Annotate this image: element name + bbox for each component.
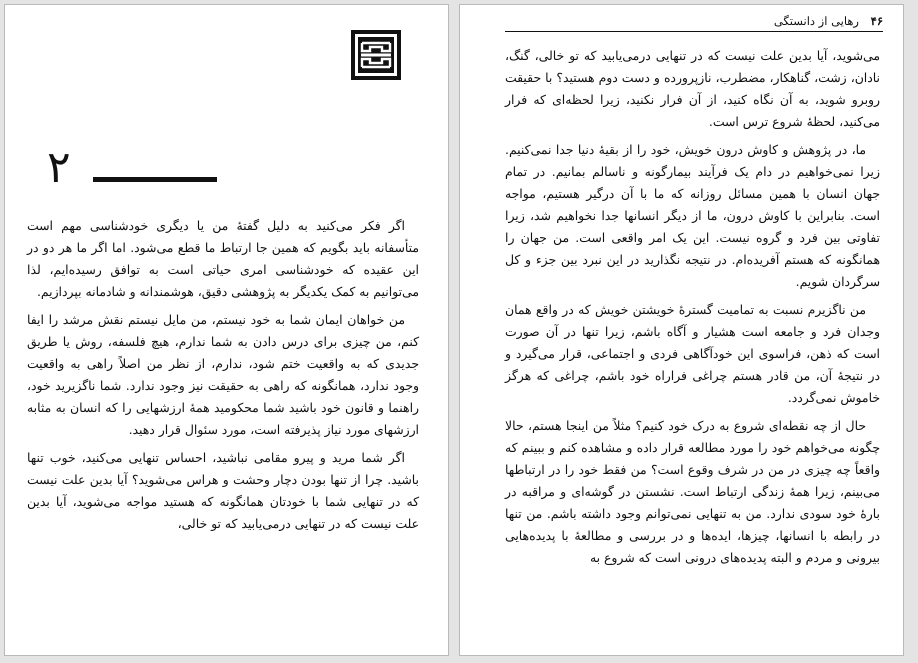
right-page-body — [505, 45, 880, 575]
left-page-body — [27, 215, 419, 541]
book-title: رهایی از دانستگی — [773, 14, 859, 28]
running-head — [505, 13, 883, 32]
paragraph: می‌شوید، آیا بدین علت نیست که در تنهایی درمی‌یابید که تو خالی، گنگ، نادان، زشت، گناهکار، مضطرب، نازپرورده و دست دوم هستید؟ با حقیقت روبرو شوید، به آن نگاه کنید، از آن فرار نکنید، زیرا لحظه‌ای که فرار می‌کنید، لحظهٔ شروع ترس است. — [505, 48, 880, 129]
right-page — [459, 4, 904, 656]
chapter-number: ۲ — [47, 142, 71, 193]
chapter-emblem-icon — [350, 29, 402, 81]
paragraph: اگر شما مرید و پیرو مقامی نباشید، احساس تنهایی می‌کنید، خوب تنها باشید. چرا از تنها بودن دچار وحشت و هراس می‌شوید؟ آیا بدین علت نیست که در تنهایی شما با خودتان همانگونه که هستید مواجه می‌شوید، آیا بدین علت نیست که در تنهایی درمی‌یابید که تو خالی، — [27, 450, 419, 531]
left-page — [4, 4, 449, 656]
paragraph: من ناگزیرم نسبت به تمامیت گسترهٔ خویشتن خویش که در واقع همان وجدان فرد و جامعه است هشیار و آگاه باشم، زیرا تنها در آن صورت است که ذهن، فراسوی این خودآگاهی فردی و اجتماعی، قرار می‌گیرد و در نتیجهٔ آن، من قادر هستم چراغی فراراه خود باشم، چراغی که هرگز خاموش نمی‌گردد. — [505, 302, 880, 405]
paragraph: اگر فکر می‌کنید به دلیل گفتهٔ من یا دیگری خودشناسی مهم است متأسفانه باید بگویم که همین جا ارتباط ما قطع می‌شود. اما اگر ما هر دو در این عقیده که خودشناسی امری حیاتی است به توافق رسیده‌ایم، لذا می‌توانیم به کمک یکدیگر به پژوهشی دقیق، هوشمندانه و شادمانه بپردازیم. — [27, 218, 419, 299]
paragraph: من خواهان ایمان شما به خود نیستم، من مایل نیستم نقش مرشد را ایفا کنم، من چیزی برای درس دادن به شما ندارم، هیچ فلسفه، روش یا طریق جدیدی که به واقعیت ختم شود، ندارم، از نظر من اصلاً راهی به واقعیت وجود ندارد، همانگونه که راهی به حقیقت نیز وجود ندارد. شما ناگزیرید خود، راهنما و قانون خود باشید شما محکومید همهٔ ارزشهایی را که انسان به مثابه ارزشهای مورد نیاز پذیرفته است، مورد سئوال قرار دهید. — [27, 312, 419, 437]
paragraph: ما، در پژوهش و کاوش درون خویش، خود را از بقیهٔ دنیا جدا نمی‌کنیم. زیرا نمی‌خواهیم در دام یک فرآیند بیمارگونه و ناسالم بمانیم. در تمام جهان انسان با همین مسائل روزانه که ما با آن درگیر هستیم، مواجه است. بنابراین با کاوش درون، ما از دیگر انسانها جدا نخواهیم شد، زیرا تفاوتی بین فرد و گروه نیست. این یک امر واقعی است. من جهان را همانگونه که هستم آفریده‌ام. در نتیجه نگذارید در این نبرد بین جزء و کل سرگردان شویم. — [505, 142, 880, 289]
paragraph: حال از چه نقطه‌ای شروع به درک خود کنیم؟ مثلاً من اینجا هستم، حالا چگونه می‌خواهم خود را مورد مطالعه قرار داده و مشاهده کنم و ببینم که واقعاً چه چیزی در من در شرف وقوع است؟ من فقط خود را در ارتباطها می‌بینم، زیرا همهٔ زندگی ارتباط است. نشستن در گوشه‌ای و مراقبه در بارهٔ خود سودی ندارد. من به تنهایی نمی‌توانم وجود داشته باشم. من تنها در رابطه با انسانها، چیزها، ایده‌ها و در بررسی و مطالعهٔ با پدیده‌هایی بیرونی و مردم و البته پدیده‌های درونی است که شروع به — [505, 418, 880, 565]
page-number: ۴۶ — [870, 14, 883, 28]
chapter-rule — [93, 177, 217, 182]
